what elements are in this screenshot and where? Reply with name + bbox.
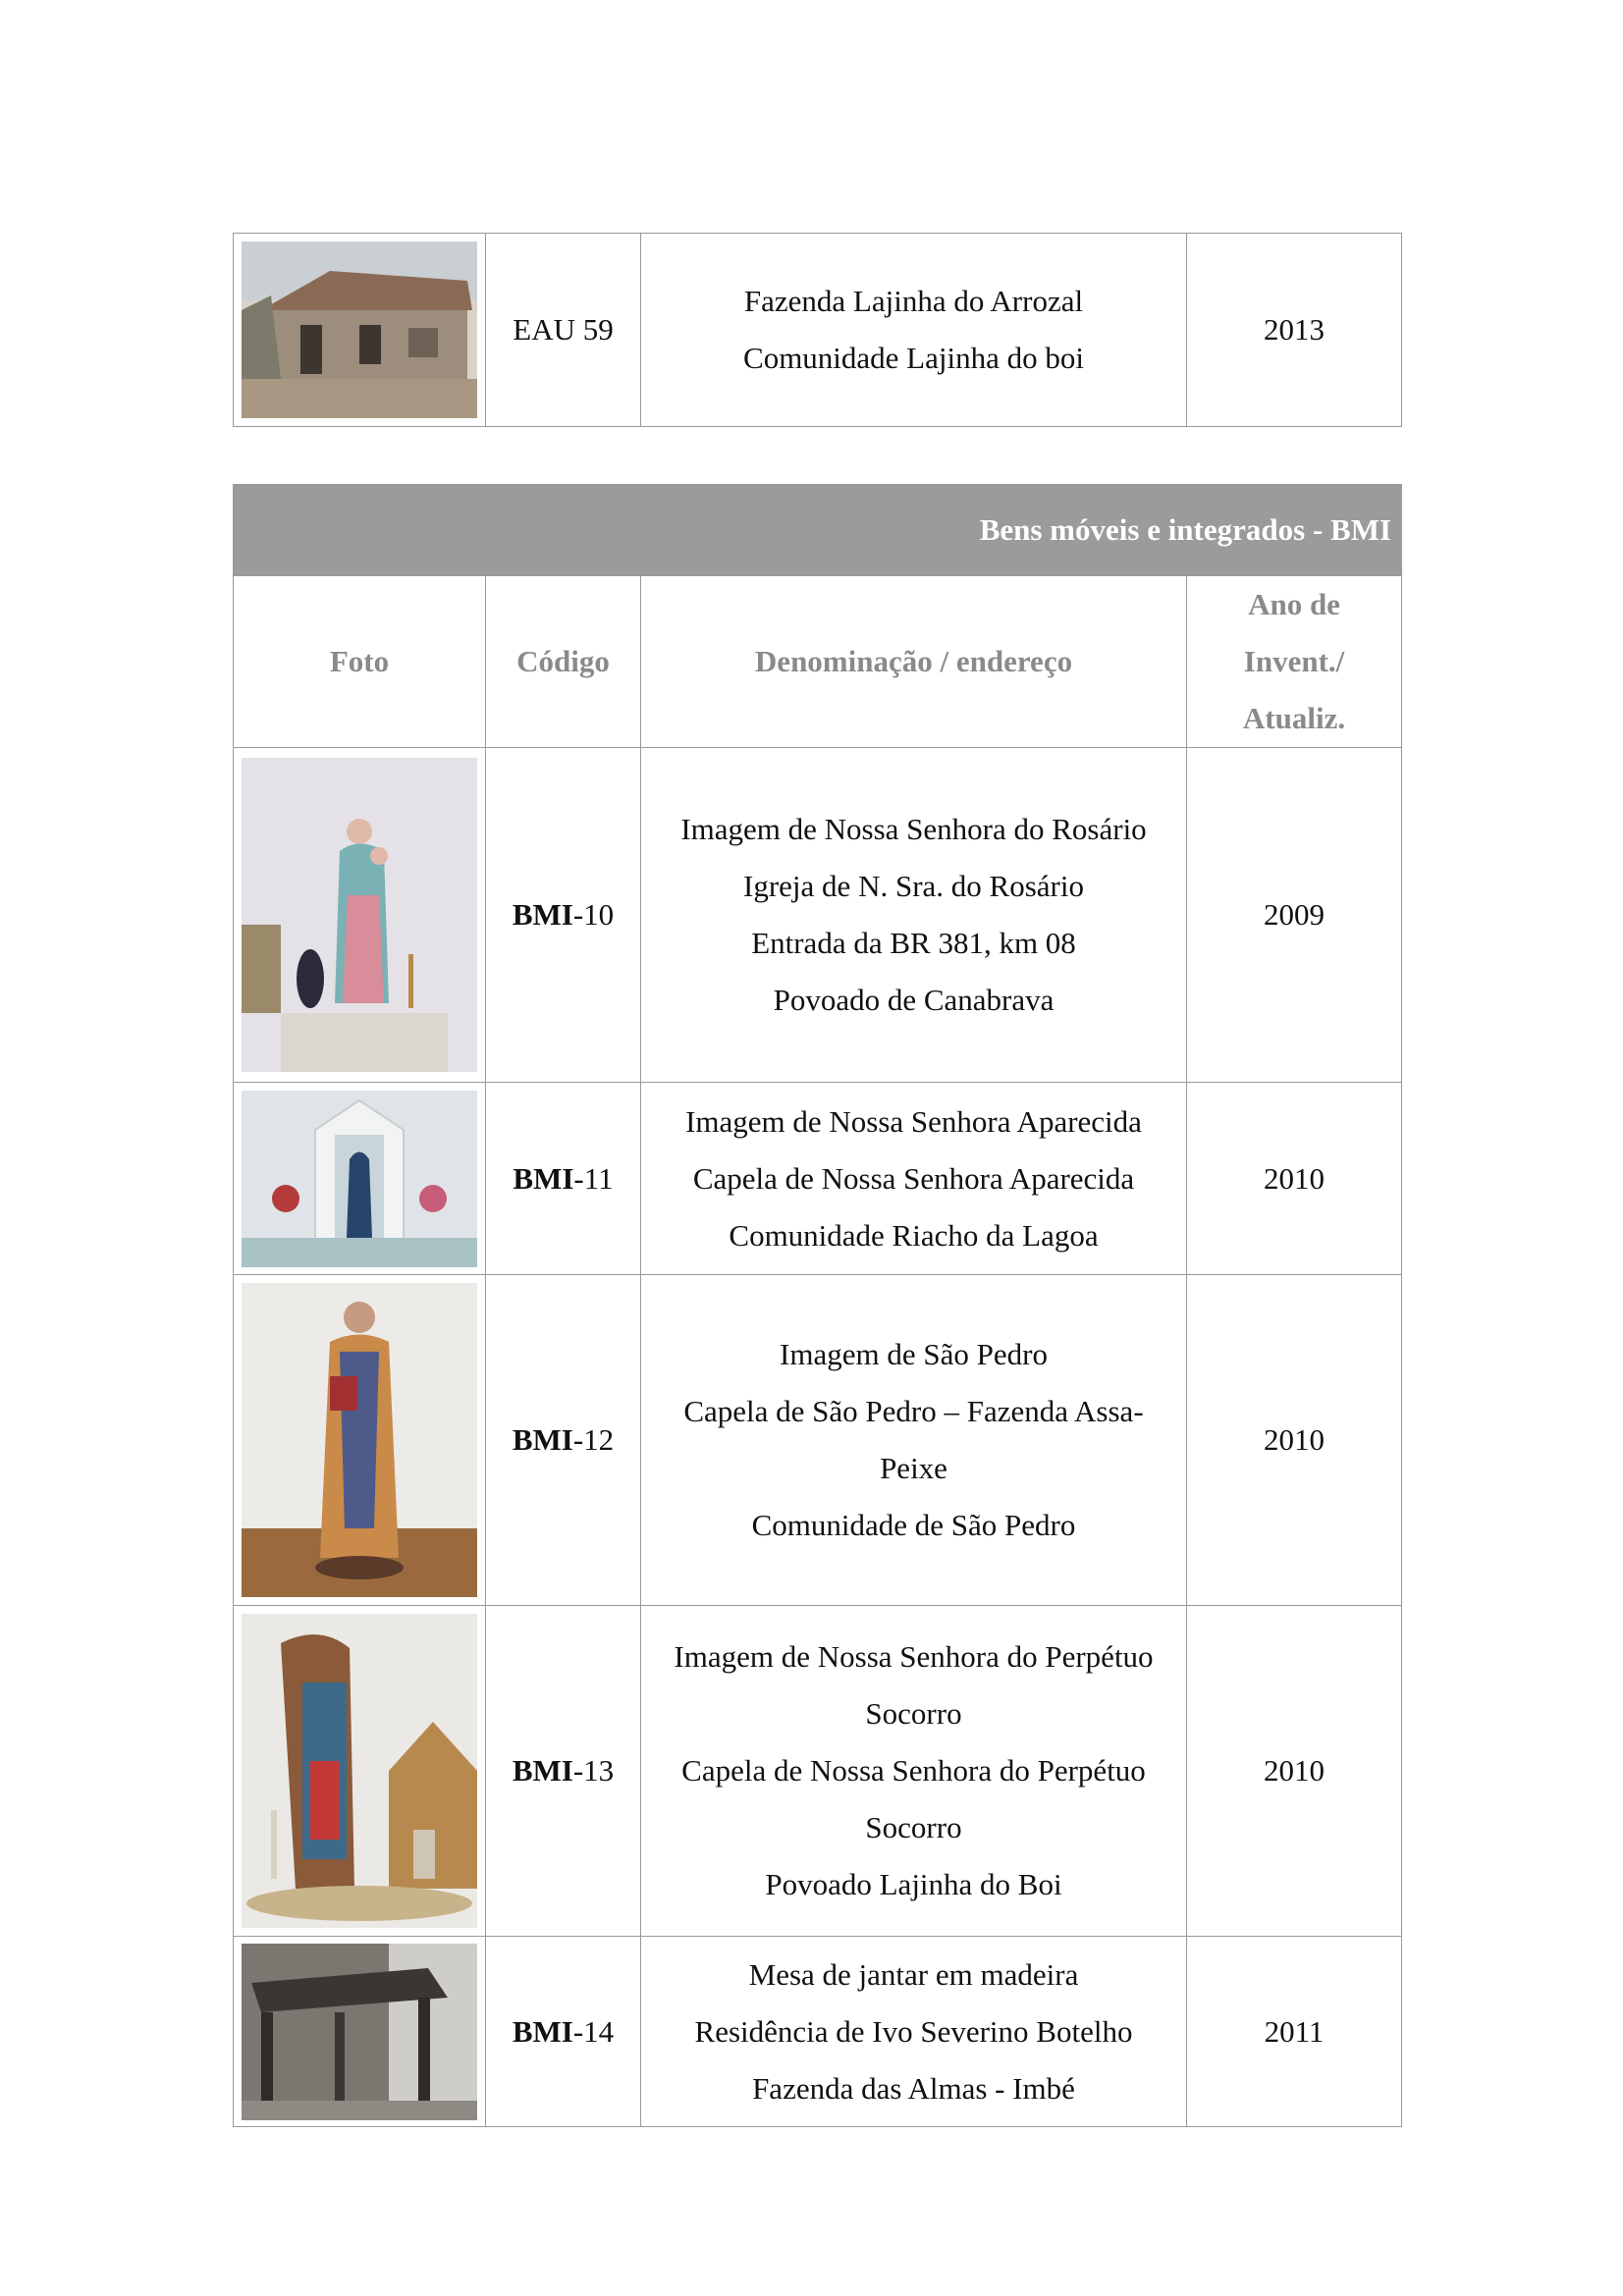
photo-cell <box>234 1937 486 2127</box>
name-cell <box>641 1083 1187 1275</box>
header-ano <box>1187 576 1402 748</box>
name-line: Povoado de Canabrava <box>773 983 1055 1017</box>
year: 2013 <box>1264 312 1325 347</box>
name-line: Fazenda Lajinha do Arrozal <box>743 284 1084 318</box>
name-line: Imagem de São Pedro <box>780 1337 1048 1371</box>
section-title: Bens móveis e integrados - BMI <box>234 485 1402 576</box>
header-codigo: Código <box>486 576 641 748</box>
table-row <box>234 1275 1402 1606</box>
header-ano-line: Ano de <box>1248 587 1340 621</box>
name-line: Povoado Lajinha do Boi <box>765 1867 1062 1901</box>
name-line: Igreja de N. Sra. do Rosário <box>743 869 1084 903</box>
header-ano-line: Invent./ <box>1243 644 1345 678</box>
code-prefix: BMI <box>512 897 573 932</box>
name-cell <box>641 1606 1187 1937</box>
year: 2011 <box>1264 2013 1325 2049</box>
header-denominacao: Denominação / endereço <box>641 576 1187 748</box>
sao-pedro-photo <box>242 1283 477 1597</box>
name-line: Imagem de Nossa Senhora do Rosário <box>680 812 1147 846</box>
code-suffix: -11 <box>573 1160 614 1196</box>
code-cell <box>486 1083 641 1275</box>
year: 2010 <box>1264 1422 1325 1457</box>
house-photo <box>242 241 477 418</box>
name-line: Comunidade Lajinha do boi <box>743 341 1084 375</box>
name-line: Comunidade de São Pedro <box>751 1508 1076 1542</box>
name-line: Socorro <box>865 1810 962 1844</box>
name-cell <box>641 748 1187 1083</box>
wooden-table-photo <box>242 1944 477 2120</box>
year-cell <box>1187 234 1402 427</box>
name-line: Residência de Ivo Severino Botelho <box>694 2013 1133 2049</box>
header-foto: Foto <box>234 576 486 748</box>
photo-cell <box>234 1606 486 1937</box>
header-ano-line: Atualiz. <box>1242 701 1346 735</box>
section-header-row <box>234 485 1402 576</box>
table-row <box>234 234 1402 427</box>
code-cell <box>486 234 641 427</box>
year-cell <box>1187 1606 1402 1937</box>
code-suffix: -13 <box>572 1753 615 1788</box>
name-line: Capela de São Pedro – Fazenda Assa- <box>683 1394 1144 1428</box>
aparecida-niche-photo <box>242 1091 477 1267</box>
code-cell <box>486 1937 641 2127</box>
name-line: Capela de Nossa Senhora do Perpétuo <box>681 1753 1146 1788</box>
statue-rosario-photo <box>242 758 477 1072</box>
year-cell <box>1187 1937 1402 2127</box>
code-suffix: -14 <box>572 2013 615 2049</box>
name-cell <box>641 1937 1187 2127</box>
table-row <box>234 1937 1402 2127</box>
name-cell <box>641 1275 1187 1606</box>
code-prefix: BMI <box>513 1160 574 1196</box>
table-row <box>234 1083 1402 1275</box>
year: 2010 <box>1264 1160 1325 1196</box>
name-line: Comunidade Riacho da Lagoa <box>729 1217 1099 1253</box>
name-line: Socorro <box>865 1696 962 1731</box>
year-cell <box>1187 1083 1402 1275</box>
year: 2010 <box>1264 1753 1325 1788</box>
code-cell <box>486 748 641 1083</box>
photo-cell <box>234 1083 486 1275</box>
table-row <box>234 1606 1402 1937</box>
perpetuo-socorro-photo <box>242 1614 477 1928</box>
name-line: Fazenda das Almas - Imbé <box>752 2070 1075 2106</box>
code-cell <box>486 1606 641 1937</box>
eau-table <box>233 233 1402 427</box>
name-line: Imagem de Nossa Senhora Aparecida <box>685 1103 1142 1139</box>
year: 2009 <box>1264 897 1325 932</box>
code-suffix: -12 <box>572 1422 615 1457</box>
item-code: EAU 59 <box>513 312 614 347</box>
code-prefix: BMI <box>512 1422 573 1457</box>
bmi-table <box>233 484 1402 2127</box>
name-line: Entrada da BR 381, km 08 <box>751 926 1076 960</box>
name-line: Capela de Nossa Senhora Aparecida <box>692 1160 1135 1196</box>
table-row <box>234 748 1402 1083</box>
name-line: Peixe <box>880 1451 947 1485</box>
code-prefix: BMI <box>512 1753 573 1788</box>
photo-cell <box>234 234 486 427</box>
column-header-row <box>234 576 1402 748</box>
name-line: Mesa de jantar em madeira <box>748 1956 1079 1992</box>
photo-cell <box>234 748 486 1083</box>
code-prefix: BMI <box>512 2013 573 2049</box>
code-cell <box>486 1275 641 1606</box>
photo-cell <box>234 1275 486 1606</box>
name-cell <box>641 234 1187 427</box>
code-suffix: -10 <box>572 897 615 932</box>
name-line: Imagem de Nossa Senhora do Perpétuo <box>674 1639 1154 1674</box>
year-cell <box>1187 1275 1402 1606</box>
year-cell <box>1187 748 1402 1083</box>
